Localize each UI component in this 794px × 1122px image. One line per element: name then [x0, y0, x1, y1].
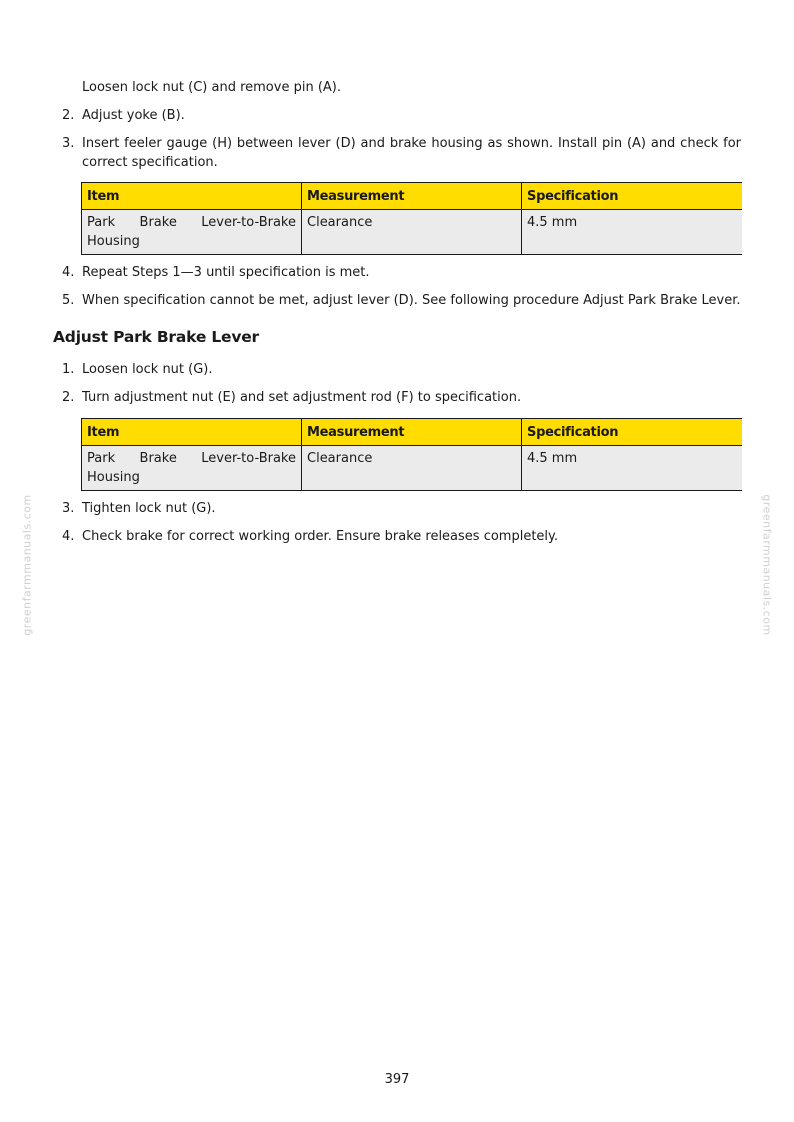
- step-number: 2.: [62, 108, 75, 123]
- cell-specification: 4.5 mm: [522, 446, 742, 491]
- cell-item: Park Brake Lever-to-Brake Housing: [82, 446, 302, 491]
- step-1: [62, 360, 741, 379]
- table-row: [82, 210, 742, 255]
- watermark-right: greenfarmmanuals.com: [760, 494, 774, 636]
- step-text: Turn adjustment nut (E) and set adjustment rod (F) to specification.: [82, 390, 522, 405]
- step-3: [62, 499, 741, 518]
- table-row: [82, 446, 742, 491]
- header-item: Item: [82, 183, 302, 210]
- header-specification: Specification: [522, 183, 742, 210]
- cell-item: Park Brake Lever-to-Brake Housing: [82, 210, 302, 255]
- step-number: 5.: [62, 293, 75, 308]
- watermark-left: greenfarmmanuals.com: [20, 494, 34, 636]
- spec-table-2: [81, 418, 742, 491]
- step-4: [62, 527, 741, 546]
- step-5: [62, 291, 741, 310]
- step-3: [62, 134, 741, 172]
- header-specification: Specification: [522, 419, 742, 446]
- header-measurement: Measurement: [302, 419, 522, 446]
- step-intro: [82, 78, 741, 97]
- header-item: Item: [82, 419, 302, 446]
- cell-measurement: Clearance: [302, 210, 522, 255]
- page-number: 397: [384, 1072, 410, 1087]
- step-number: 2.: [62, 390, 75, 405]
- step-number: 4.: [62, 265, 75, 280]
- header-measurement: Measurement: [302, 183, 522, 210]
- step-2: [62, 388, 741, 407]
- step-text: Adjust yoke (B).: [82, 108, 185, 123]
- step-text: Insert feeler gauge (H) between lever (D) and brake housing as shown. Install pin (A) and check for correct specification.: [82, 136, 741, 170]
- step-text: When specification cannot be met, adjust lever (D). See following procedure Adjust Park Brake Lever.: [82, 293, 741, 308]
- step-text: Loosen lock nut (C) and remove pin (A).: [82, 80, 341, 95]
- spec-table-1: [81, 182, 742, 255]
- step-number: 1.: [62, 362, 75, 377]
- step-4: [62, 263, 741, 282]
- step-2: [62, 106, 741, 125]
- step-text: Loosen lock nut (G).: [82, 362, 213, 377]
- cell-measurement: Clearance: [302, 446, 522, 491]
- step-number: 3.: [62, 136, 75, 151]
- table-header-row: [82, 419, 742, 446]
- step-number: 3.: [62, 501, 75, 516]
- step-text: Check brake for correct working order. Ensure brake releases completely.: [82, 529, 558, 544]
- cell-specification: 4.5 mm: [522, 210, 742, 255]
- step-text: Repeat Steps 1—3 until specification is met.: [82, 265, 370, 280]
- section-heading: Adjust Park Brake Lever: [53, 328, 259, 346]
- step-number: 4.: [62, 529, 75, 544]
- step-text: Tighten lock nut (G).: [82, 501, 216, 516]
- table-header-row: [82, 183, 742, 210]
